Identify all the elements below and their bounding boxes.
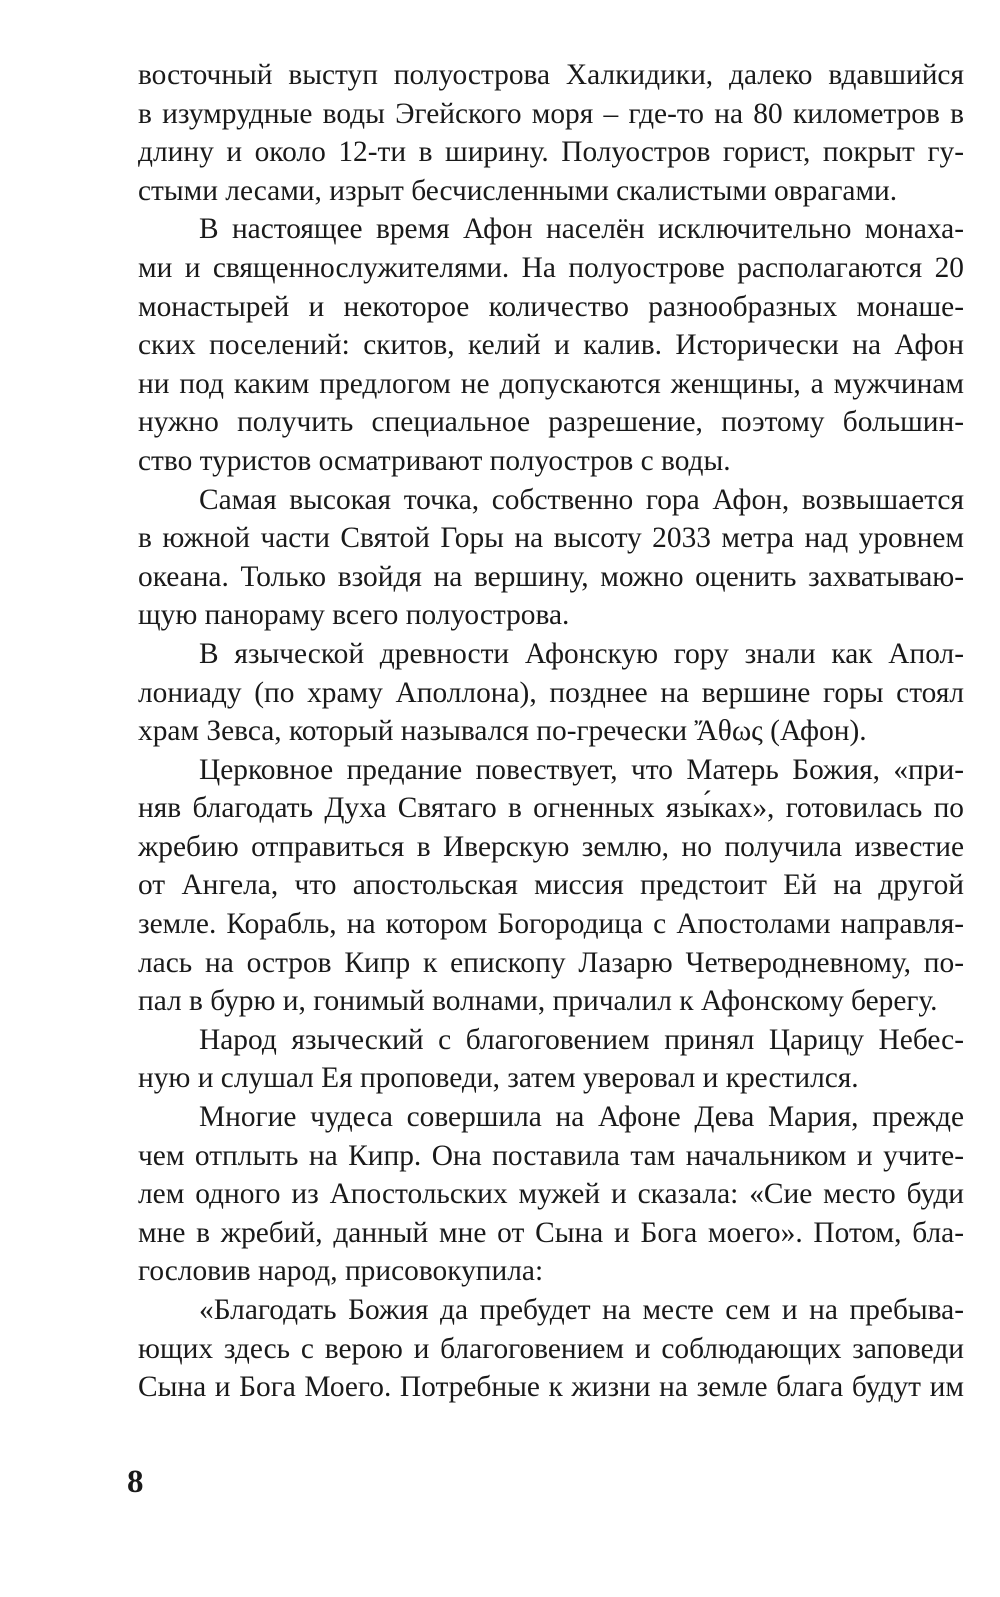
text-line: «Благодать Божия да пребудет на месте сем и на пребыва- xyxy=(199,1294,964,1326)
text-line: пал в бурю и, гонимый волнами, причалил к Афонскому берегу. xyxy=(138,985,938,1018)
paragraph xyxy=(138,635,964,751)
text-line: земле. Корабль, на котором Богородица с Апостолами направля- xyxy=(138,908,964,941)
text-line: няв благодать Духа Святаго в огненных язы́ках», готовилась по xyxy=(138,792,964,825)
page-number: 8 xyxy=(127,1464,144,1500)
text-line: в южной части Святой Горы на высоту 2033 метра над уровнем xyxy=(138,522,964,555)
text-line: ских поселений: скитов, келий и калив. Исторически на Афон xyxy=(138,329,964,362)
text-line: храм Зевса, который назывался по-гречески Ἄθως (Афон). xyxy=(138,715,867,748)
text-line: длину и около 12-ти в ширину. Полуостров горист, покрыт гу- xyxy=(138,136,964,169)
text-line: лем одного из Апостольских мужей и сказала: «Сие место буди xyxy=(138,1178,964,1211)
text-line: нужно получить специальное разрешение, поэтому большин- xyxy=(138,406,964,439)
text-line: монастырей и некоторое количество разнообразных монаше- xyxy=(138,290,964,323)
text-line: жребию отправиться в Иверскую землю, но получила известие xyxy=(138,830,964,863)
text-line: лониаду (по храму Аполлона), позднее на вершине горы стоял xyxy=(138,676,964,709)
text-line: В настоящее время Афон населён исключительно монаха- xyxy=(199,213,964,246)
text-line: от Ангела, что апостольская миссия предстоит Ей на другой xyxy=(138,869,964,902)
text-line: гословив народ, присовокупила: xyxy=(138,1255,544,1288)
paragraph xyxy=(138,56,964,210)
text-line: стыми лесами, изрыт бесчисленными скалистыми оврагами. xyxy=(138,174,898,207)
paragraph xyxy=(138,481,964,635)
text-line: в изумрудные воды Эгейского моря – где-то на 80 километров в xyxy=(138,97,964,130)
text-line: Многие чудеса совершила на Афоне Дева Мария, прежде xyxy=(199,1101,964,1134)
text-line: Самая высокая точка, собственно гора Афон, возвышается xyxy=(199,483,964,516)
text-line: лась на остров Кипр к епископу Лазарю Четверодневному, по- xyxy=(138,946,964,979)
body-text xyxy=(138,56,964,1407)
text-line: чем отплыть на Кипр. Она поставила там начальником и учите- xyxy=(138,1139,964,1172)
text-line: ство туристов осматривают полуостров с воды. xyxy=(138,444,731,477)
text-line: Сына и Бога Моего. Потребные к жизни на земле блага будут им xyxy=(138,1371,964,1404)
text-line: восточный выступ полуострова Халкидики, далеко вдавшийся xyxy=(138,59,964,91)
paragraph xyxy=(138,751,964,1021)
text-line: Народ языческий с благоговением принял Царицу Небес- xyxy=(199,1023,964,1056)
text-line: ющих здесь с верою и благоговением и соблюдающих заповеди xyxy=(138,1332,964,1365)
paragraph xyxy=(138,210,964,480)
text-line: В языческой древности Афонскую гору знали как Апол- xyxy=(199,637,964,670)
text-line: мне в жребий, данный мне от Сына и Бога моего». Потом, бла- xyxy=(138,1216,964,1249)
paragraph xyxy=(138,1291,964,1407)
paragraph xyxy=(138,1098,964,1291)
text-line: ни под каким предлогом не допускаются женщины, а мужчинам xyxy=(138,367,964,400)
text-line: ную и слушал Ея проповеди, затем уверовал и крестился. xyxy=(138,1062,859,1095)
text-line: ми и священнослужителями. На полуострове располагаются 20 xyxy=(138,251,964,284)
text-line: океана. Только взойдя на вершину, можно оценить захватываю- xyxy=(138,560,964,593)
text-line: Церковное предание повествует, что Матерь Божия, «при- xyxy=(199,753,964,786)
paragraph xyxy=(138,1021,964,1098)
text-line: щую панораму всего полуострова. xyxy=(138,599,570,632)
